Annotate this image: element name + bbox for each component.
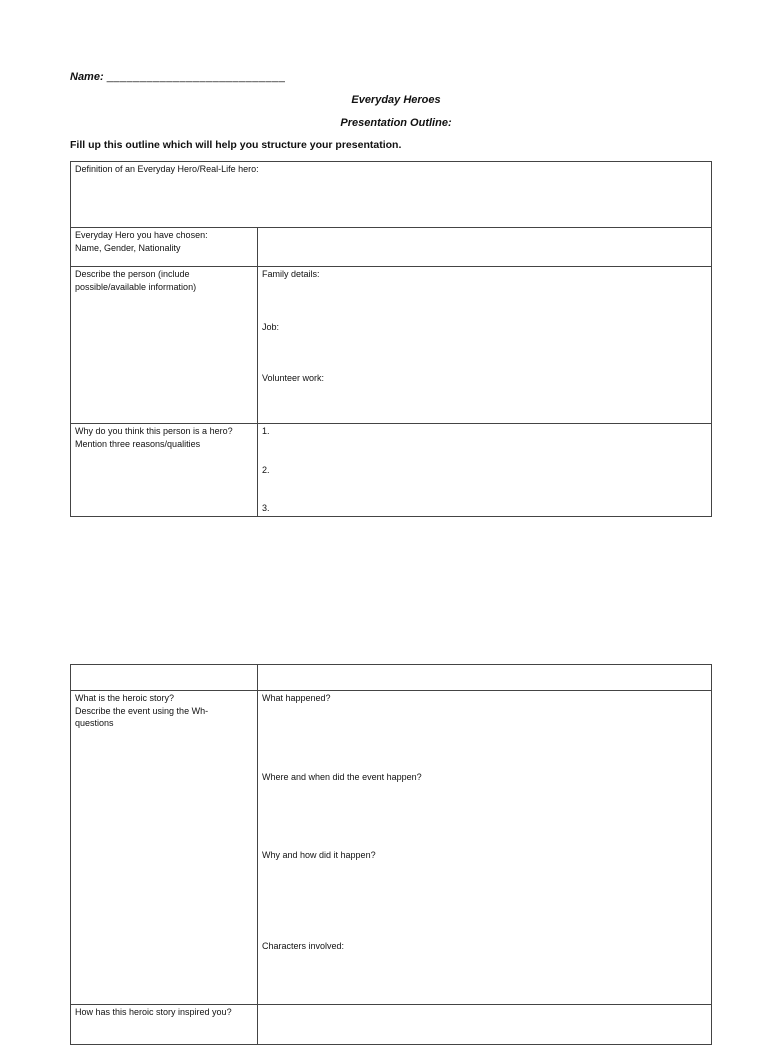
table-row [71, 228, 712, 267]
hero-chosen-label: Everyday Hero you have chosen: [75, 230, 208, 240]
inspired-label-cell [71, 1005, 258, 1045]
reasons-answer-cell[interactable] [258, 424, 712, 517]
blank-cell-right[interactable] [258, 665, 712, 691]
name-blank-line[interactable]: ___________________________ [106, 71, 286, 83]
why-hero-label: Why do you think this person is a hero? [75, 426, 233, 436]
characters-label: Characters involved: [262, 940, 345, 951]
definition-label: Definition of an Everyday Hero/Real-Life hero: [75, 164, 259, 174]
heroic-story-answer-cell[interactable] [258, 691, 712, 1005]
what-happened-label: What happened? [262, 693, 331, 703]
inspired-answer-cell[interactable] [258, 1005, 712, 1045]
definition-cell[interactable] [71, 162, 712, 228]
name-label: Name: [70, 71, 104, 83]
describe-sublabel: possible/available information) [75, 281, 197, 292]
document-subtitle: Presentation Outline: [340, 117, 452, 129]
why-hero-label-cell [71, 424, 258, 517]
table-row [71, 424, 712, 517]
document-title: Everyday Heroes [351, 94, 441, 106]
where-when-label: Where and when did the event happen? [262, 771, 422, 782]
reason-3-label: 3. [262, 503, 270, 513]
heroic-story-label: What is the heroic story? [75, 693, 175, 703]
heroic-story-label-cell [71, 691, 258, 1005]
table-row [71, 665, 712, 691]
job-label: Job: [262, 321, 280, 332]
blank-cell-left[interactable] [71, 665, 258, 691]
hero-chosen-sublabel: Name, Gender, Nationality [75, 242, 181, 253]
family-details-label: Family details: [262, 269, 320, 279]
describe-answer-cell[interactable] [258, 267, 712, 424]
describe-label: Describe the person (include [75, 269, 190, 279]
table-row [71, 162, 712, 228]
inspired-label: How has this heroic story inspired you? [75, 1007, 232, 1017]
table-row [71, 691, 712, 1005]
instruction-text: Fill up this outline which will help you structure your presentation. [70, 139, 402, 151]
table-row [71, 1005, 712, 1045]
name-field [70, 71, 285, 83]
outline-table-1 [70, 161, 712, 517]
table-row [71, 267, 712, 424]
hero-chosen-answer-cell[interactable] [258, 228, 712, 267]
heroic-story-sublabel: Describe the event using the Wh- [75, 705, 209, 716]
reason-1-label: 1. [262, 426, 270, 436]
describe-label-cell [71, 267, 258, 424]
why-hero-sublabel: Mention three reasons/qualities [75, 438, 201, 449]
outline-table-2 [70, 664, 712, 1045]
why-how-label: Why and how did it happen? [262, 850, 376, 860]
heroic-story-sublabel-2: questions [75, 718, 114, 728]
hero-chosen-label-cell [71, 228, 258, 267]
volunteer-work-label: Volunteer work: [262, 373, 325, 383]
reason-2-label: 2. [262, 464, 270, 475]
